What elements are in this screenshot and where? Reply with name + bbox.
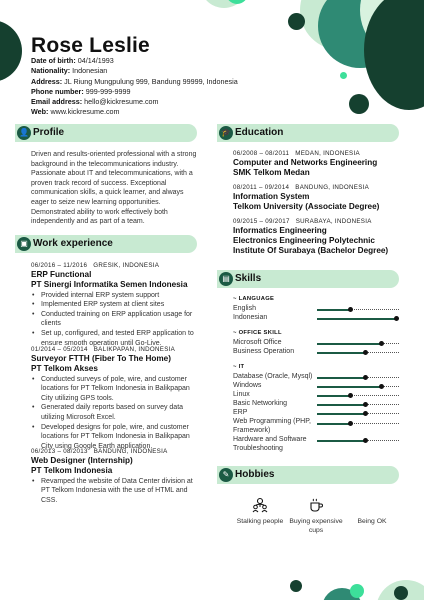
skill-track	[317, 377, 399, 379]
hobby-item	[342, 497, 402, 527]
work-org: PT Telkom Akses	[31, 363, 98, 373]
work-bullet: • Conducted surveys of pole, wire, and customer locations for PT Telkom Indonesia in Balikpapan City utilizing GPS tools.	[31, 375, 201, 404]
work-header	[15, 235, 197, 253]
skill-name: Web Programming (PHP, Framework)	[233, 418, 311, 434]
decor-circle	[0, 20, 22, 82]
skill-row	[233, 418, 400, 435]
skill-category-language: ~ LANGUAGE	[233, 296, 275, 302]
work-entry	[31, 346, 201, 451]
work-dates: 01/2014 – 05/2014	[31, 346, 88, 353]
skills-title: Skills	[235, 273, 262, 284]
skill-row	[233, 314, 400, 323]
edu-dates: 08/2011 – 09/2014	[233, 184, 290, 191]
education-title: Education	[235, 127, 284, 138]
work-bullet: • Developed designs for pole, wire, and customer locations for PT Telkom Indonesia in Balikpapan City using Google Earth application.	[31, 423, 201, 452]
skill-level-knob	[363, 375, 368, 380]
skill-name: Business Operation	[233, 348, 295, 355]
web-link[interactable]: www.kickresume.com	[50, 107, 120, 117]
skill-track	[317, 343, 399, 345]
skill-name: Basic Networking	[233, 400, 288, 407]
skill-fill	[317, 309, 350, 311]
skill-name: Indonesian	[233, 314, 268, 321]
education-entry	[233, 150, 403, 178]
person-icon: 👤	[17, 126, 31, 140]
edu-school: SMK Telkom Medan	[233, 167, 310, 177]
skill-row	[233, 409, 400, 418]
skill-level-knob	[394, 316, 399, 321]
work-role: ERP Functional	[31, 270, 92, 279]
skill-track	[317, 318, 399, 320]
skill-name: Microsoft Office	[233, 339, 282, 346]
education-entry	[233, 218, 403, 255]
skills-header	[217, 270, 399, 288]
work-entry	[31, 448, 201, 505]
nationality-label: Nationality:	[31, 66, 71, 76]
edu-location: SURABAYA, INDONESIA	[295, 218, 372, 225]
skill-category-office: ~ OFFICE SKILL	[233, 330, 282, 336]
skill-level-knob	[379, 341, 384, 346]
work-dates: 06/2016 – 11/2016	[31, 262, 88, 269]
skill-track	[317, 386, 399, 388]
skill-track	[317, 440, 399, 442]
skill-track	[317, 404, 399, 406]
hobby-label: Stalking people	[236, 518, 284, 525]
phone-value: 999-999-9999	[85, 86, 131, 96]
skill-fill	[317, 413, 365, 415]
skill-track	[317, 413, 399, 415]
hobby-item	[230, 497, 290, 527]
phone-label: Phone number:	[31, 86, 84, 96]
edu-school: Electronics Engineering Polytechnic Institute Of Surabaya (Bachelor Degree)	[233, 235, 389, 255]
edu-dates: 06/2008 – 08/2011	[233, 150, 290, 157]
skill-track	[317, 395, 399, 397]
skill-row	[233, 305, 400, 314]
skill-row	[233, 373, 400, 382]
skill-level-knob	[348, 307, 353, 312]
skill-fill	[317, 395, 350, 397]
profile-header	[15, 124, 197, 142]
personal-info	[31, 56, 238, 118]
edu-dates: 09/2015 – 09/2017	[233, 218, 290, 225]
work-bullet: • Provided internal ERP system support	[31, 291, 201, 301]
decor-circle	[364, 0, 424, 110]
cup-icon	[286, 497, 346, 515]
hobby-label: Buying expensive cups	[289, 518, 343, 534]
dob-label: Date of birth:	[31, 56, 76, 65]
edu-school: Telkom University (Associate Degree)	[233, 201, 380, 211]
work-bullet: • Set up, configured, and tested ERP application to ensure smooth operation until Go-Live.	[31, 329, 201, 348]
edu-program: Informatics Engineering	[233, 226, 327, 235]
work-location: BALIKPAPAN, INDONESIA	[93, 346, 176, 353]
skill-track	[317, 309, 399, 311]
education-entry	[233, 184, 403, 212]
edu-location: MEDAN, INDONESIA	[295, 150, 360, 157]
skill-name: Hardware and Software Troubleshooting	[233, 436, 307, 452]
education-header	[217, 124, 399, 142]
skill-name: ERP	[233, 409, 248, 416]
address-value: JL Riung Mungpulung 999, Bandung 99999, Indonesia	[64, 76, 238, 86]
skill-fill	[317, 440, 365, 442]
hobbies-header	[217, 466, 399, 484]
skill-track	[317, 423, 399, 425]
work-bullet: • Generated daily reports based on survey data utilizing Microsoft Excel.	[31, 403, 201, 422]
skill-fill	[317, 404, 365, 406]
skill-level-knob	[348, 393, 353, 398]
address-label: Address:	[31, 76, 63, 86]
skill-row	[233, 348, 400, 357]
work-title: Work experience	[33, 238, 113, 249]
work-role: Web Designer (Internship)	[31, 456, 133, 465]
skill-name: Database (Oracle, Mysql)	[233, 373, 313, 380]
skill-level-knob	[363, 411, 368, 416]
hobbies-title: Hobbies	[235, 469, 275, 480]
skill-level-knob	[348, 421, 353, 426]
skill-row	[233, 391, 400, 400]
skill-fill	[317, 423, 350, 425]
skill-fill	[317, 318, 396, 320]
skill-fill	[317, 377, 365, 379]
skill-category-it: ~ IT	[233, 364, 245, 370]
work-org: PT Telkom Indonesia	[31, 465, 113, 475]
web-label: Web:	[31, 107, 49, 117]
chart-icon: ▤	[219, 272, 233, 286]
work-location: GRESIK, INDONESIA	[93, 262, 160, 269]
skill-level-knob	[363, 438, 368, 443]
work-org: PT Sinergi Informatika Semen Indonesia	[31, 279, 188, 289]
decor-circle	[349, 94, 369, 114]
skill-name: Linux	[233, 391, 250, 398]
work-bullet: • Implemented ERP system at client sites	[31, 300, 201, 310]
skill-row	[233, 339, 400, 348]
decor-circle	[340, 72, 347, 79]
candidate-name: Rose Leslie	[31, 34, 150, 57]
email-label: Email address:	[31, 97, 83, 107]
skill-name: English	[233, 305, 256, 312]
work-location: BANDUNG, INDONESIA	[93, 448, 168, 455]
skill-level-knob	[363, 350, 368, 355]
skill-name: Windows	[233, 382, 262, 389]
nationality-value: Indonesian	[72, 66, 108, 76]
skill-row	[233, 400, 400, 409]
skill-row	[233, 436, 400, 453]
edu-program: Computer and Networks Engineering	[233, 158, 378, 167]
edu-program: Information System	[233, 192, 310, 201]
skill-fill	[317, 386, 381, 388]
decor-circle	[350, 584, 364, 598]
palette-icon: ✎	[219, 468, 233, 482]
work-bullet: • Conducted training on ERP application usage for clients	[31, 310, 201, 329]
skill-level-knob	[379, 384, 384, 389]
edu-location: BANDUNG, INDONESIA	[295, 184, 370, 191]
skill-track	[317, 352, 399, 354]
hobby-label: Being OK	[357, 518, 387, 525]
work-bullet: • Revamped the website of Data Center division at PT Telkom Indonesia with the use of HTML and CSS.	[31, 477, 201, 506]
skill-fill	[317, 352, 365, 354]
profile-title: Profile	[33, 127, 65, 138]
skill-level-knob	[363, 402, 368, 407]
dob-value: 04/14/1993	[77, 56, 114, 65]
work-role: Surveyor FTTH (Fiber To The Home)	[31, 354, 171, 363]
skill-fill	[317, 343, 381, 345]
graduation-cap-icon: 🎓	[219, 126, 233, 140]
people-icon	[230, 497, 290, 515]
email-link[interactable]: hello@kickresume.com	[84, 97, 159, 107]
skill-row	[233, 382, 400, 391]
profile-text: Driven and results-oriented professional with a strong background in the telecommunications industry. Passionate about IT and telecommunications, with a proven track record of success. Exceptional communication skills, a quick learner, and always eager to seize new learning opportunities. Demonstrated ability to work effectively both independently and as part of a team.	[31, 151, 197, 226]
briefcase-icon: ▣	[17, 237, 31, 251]
decor-circle	[290, 580, 302, 592]
work-entry	[31, 262, 201, 348]
work-dates: 06/2013 – 08/2013	[31, 448, 88, 455]
hobby-item	[286, 497, 346, 535]
decor-circle	[288, 13, 305, 30]
decor-circle	[394, 586, 408, 600]
